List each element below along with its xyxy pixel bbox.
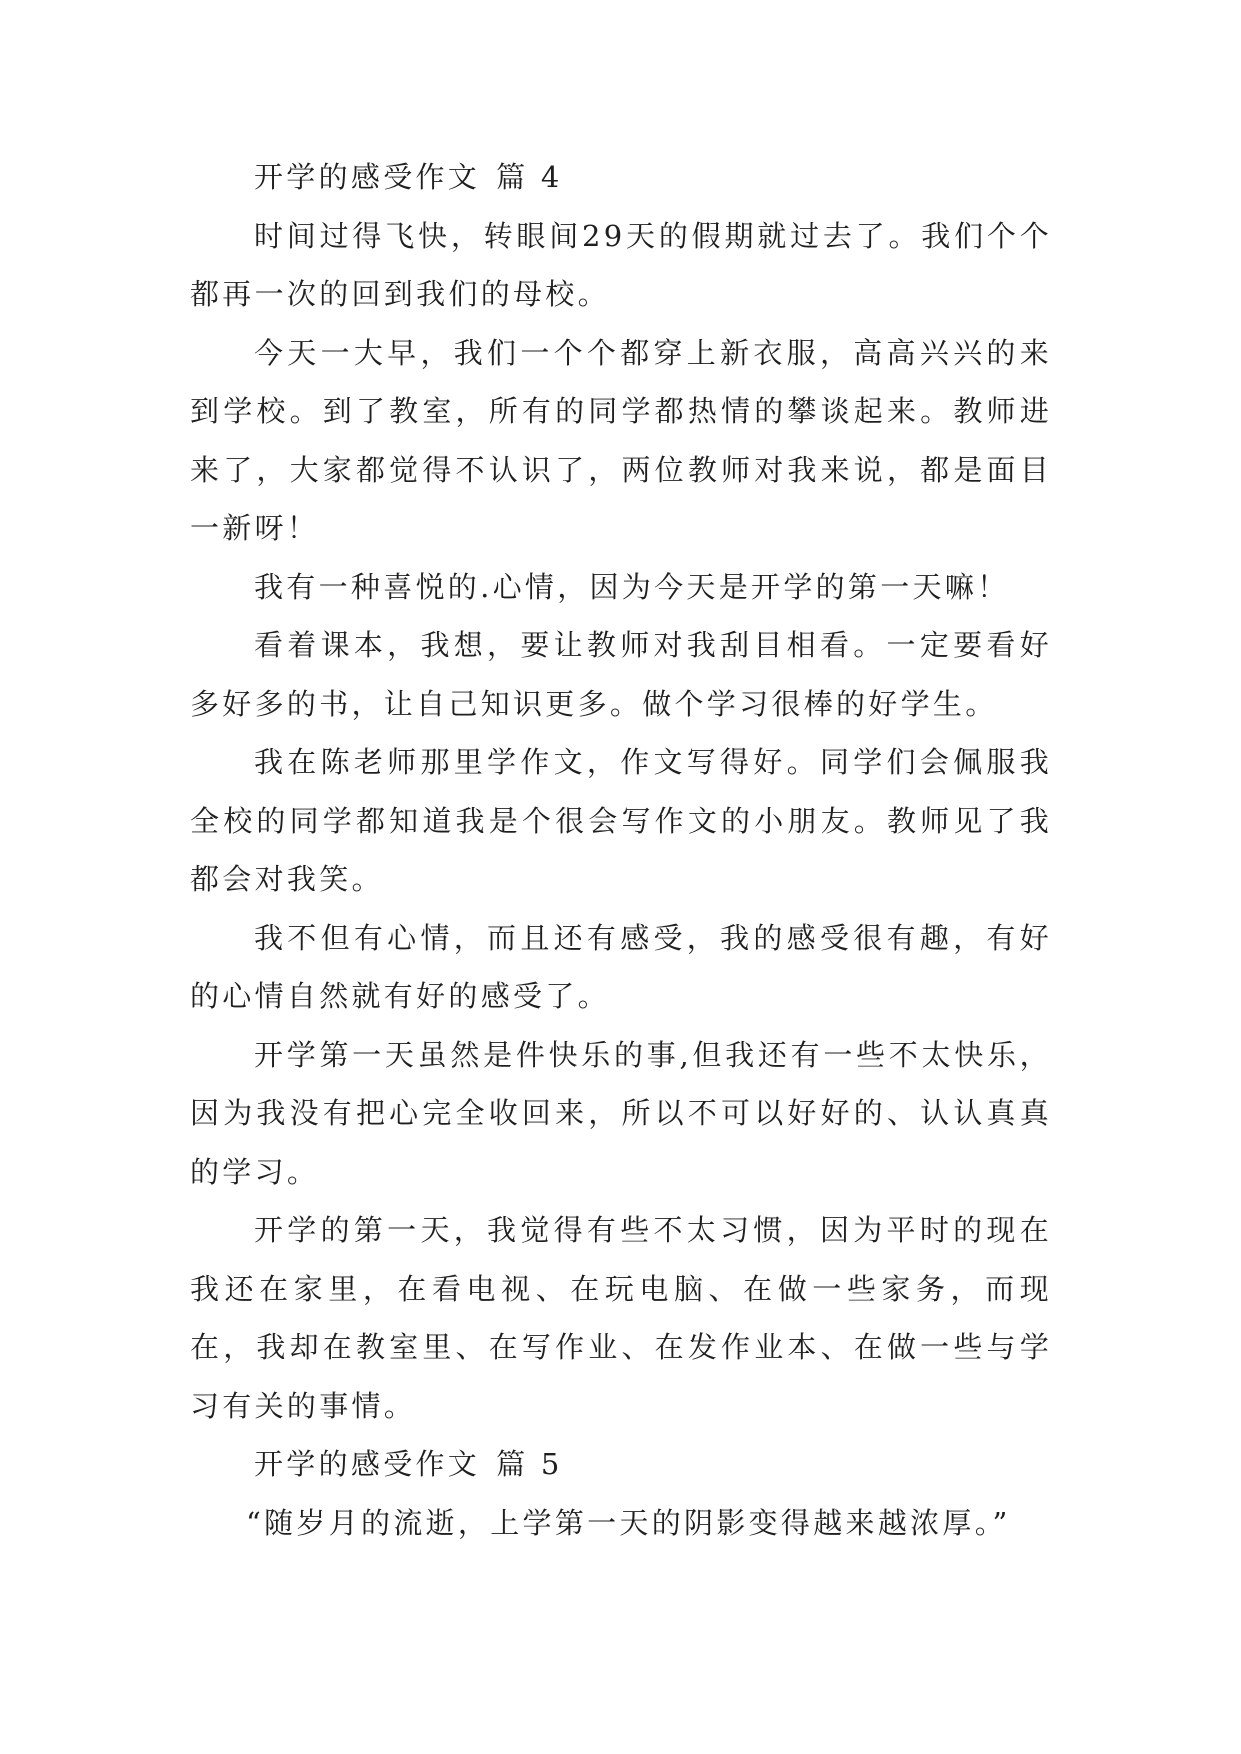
essay-title: 开学的感受作文 xyxy=(254,160,481,194)
essay-title: 开学的感受作文 xyxy=(254,1447,481,1481)
essay-heading-4 xyxy=(190,148,1052,207)
paragraph: 我不但有心情，而且还有感受，我的感受很有趣，有好的心情自然就有好的感受了。 xyxy=(190,920,1052,1013)
paragraph: 时间过得飞快，转眼间29天的假期就过去了。我们个个都再一次的回到我们的母校。 xyxy=(190,218,1052,311)
document-body xyxy=(190,148,1052,1552)
paragraph: 今天一大早，我们一个个都穿上新衣服，高高兴兴的来到学校。到了教室，所有的同学都热情的攀谈起来。教师进来了，大家都觉得不认识了，两位教师对我来说，都是面目一新呀！ xyxy=(190,335,1052,545)
paragraph: 开学的第一天，我觉得有些不太习惯，因为平时的现在我还在家里，在看电视、在玩电脑、在做一些家务，而现在，我却在教室里、在写作业、在发作业本、在做一些与学习有关的事情。 xyxy=(190,1213,1052,1423)
paragraph: 开学第一天虽然是件快乐的事,但我还有一些不太快乐，因为我没有把心完全收回来，所以不可以好好的、认认真真的学习。 xyxy=(190,1037,1052,1189)
paragraph: 看着课本，我想，要让教师对我刮目相看。一定要看好多好多的书，让自己知识更多。做个学习很棒的好学生。 xyxy=(190,628,1052,721)
paragraph: 我有一种喜悦的.心情，因为今天是开学的第一天嘛！ xyxy=(254,569,1010,604)
essay-section-label: 篇 5 xyxy=(496,1447,563,1481)
paragraph: 我在陈老师那里学作文，作文写得好。同学们会佩服我全校的同学都知道我是个很会写作文的小朋友。教师见了我都会对我笑。 xyxy=(190,745,1052,896)
paragraph: “随岁月的流逝，上学第一天的阴影变得越来越浓厚。” xyxy=(246,1505,1011,1540)
essay-heading-5 xyxy=(190,1435,1052,1494)
essay-section-label: 篇 4 xyxy=(496,160,563,194)
